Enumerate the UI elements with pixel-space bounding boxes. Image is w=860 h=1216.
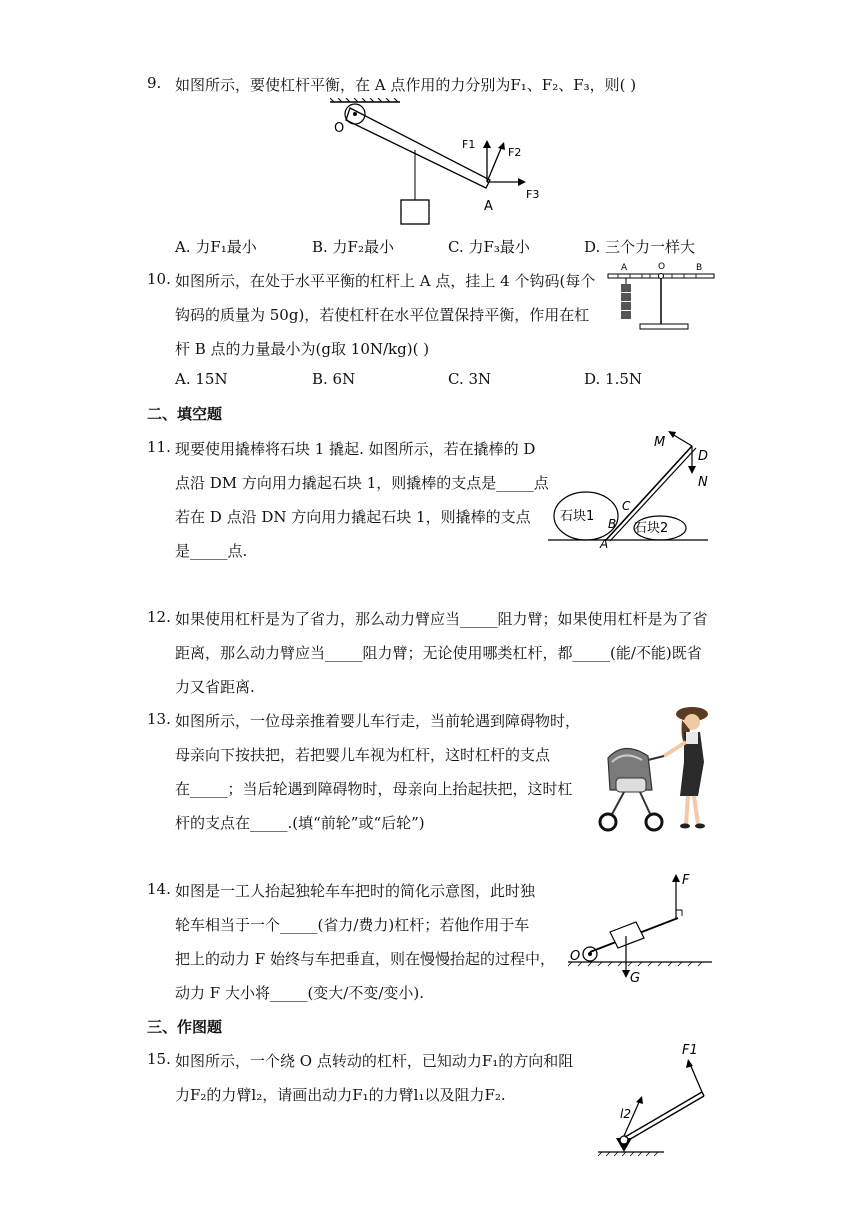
label-stone-1: 石块1 [560,509,595,524]
question-line: 力F₂的力臂l₂，请画出动力F₁的力臂l₁以及阻力F₂. [175,1086,506,1104]
option-a: A. 15N [175,370,228,388]
label-stone-2: 石块2 [634,521,669,536]
wheelbarrow-figure-q14 [568,870,718,990]
label-a: A [484,199,493,214]
question-line: 如果使用杠杆是为了省力，那么动力臂应当_____阻力臂；如果使用杠杆是为了省 [175,610,708,628]
label-l2: l2 [620,1107,631,1121]
question-line: 现要使用撬棒将石块 1 撬起. 如图所示，若在撬棒的 D [175,440,536,458]
label-b: B [696,263,703,273]
question-line: 如图所示，在处于水平平衡的杠杆上 A 点，挂上 4 个钩码(每个 [175,272,596,290]
question-line: 杆 B 点的力量最小为(g取 10N/kg)( ) [175,340,430,358]
label-f: F [682,873,690,888]
option-b: B. 6N [312,370,356,388]
question-line: 点沿 DM 方向用力撬起石块 1，则撬棒的支点是_____点 [175,474,549,492]
question-line: 如图是一工人抬起独轮车车把时的简化示意图，此时独 [175,882,536,900]
option-a: A. 力F₁最小 [175,238,257,256]
label-f3: F3 [526,188,540,201]
question-number: 11. [147,438,171,456]
question-line: 力又省距离. [175,678,255,696]
label-o: O [658,262,666,272]
label-g: G [630,971,641,986]
label-m: M [654,435,666,450]
label-b: B [608,517,617,531]
question-line: 杆的支点在_____.(填“前轮”或“后轮”) [175,814,425,832]
question-number: 10. [147,270,171,288]
question-line: 距离，那么动力臂应当_____阻力臂；无论使用哪类杠杆，都_____(能/不能)既省 [175,644,702,662]
label-o: O [334,121,345,136]
label-d: D [698,449,709,464]
lever-figure-q9 [330,98,550,228]
label-f2: F2 [508,146,522,159]
question-text: 如图所示，要使杠杆平衡，在 A 点作用的力分别为F₁、F₂、F₃，则( ) [175,76,637,94]
question-line: 钩码的质量为 50g)，若使杠杆在水平位置保持平衡，作用在杠 [175,306,590,324]
label-a: A [621,263,628,273]
question-line: 是_____点. [175,542,248,560]
option-c: C. 3N [448,370,492,388]
question-line: 在_____；当后轮遇到障碍物时，母亲向上抬起扶把，这时杠 [175,780,573,798]
question-line: 如图所示，一位母亲推着婴儿车行走，当前轮遇到障碍物时， [175,712,581,730]
crowbar-figure-q11 [548,428,718,550]
question-line: 若在 D 点沿 DN 方向用力撬起石块 1，则撬棒的支点 [175,508,531,526]
label-n: N [698,475,708,490]
section-heading-fill-blank: 二、填空题 [147,405,223,423]
label-o: O [570,949,581,964]
balance-figure-q10 [604,258,718,338]
question-line: 如图所示，一个绕 O 点转动的杠杆，已知动力F₁的方向和阻 [175,1052,574,1070]
question-line: 动力 F 大小将_____(变大/不变/变小). [175,984,425,1002]
question-line: 母亲向下按扶把，若把婴儿车视为杠杆，这时杠杆的支点 [175,746,551,764]
question-line: 轮车相当于一个_____(省力/费力)杠杆；若他作用于车 [175,916,530,934]
question-number: 14. [147,880,171,898]
option-d: D. 1.5N [584,370,643,388]
question-number: 13. [147,710,171,728]
option-b: B. 力F₂最小 [312,238,394,256]
option-c: C. 力F₃最小 [448,238,530,256]
label-a: A [600,537,609,550]
question-line: 把上的动力 F 始终与车把垂直，则在慢慢抬起的过程中， [175,950,555,968]
option-d: D. 三个力一样大 [584,238,696,256]
question-number: 12. [147,608,171,626]
label-f1: F1 [462,138,476,151]
question-number: 15. [147,1050,171,1068]
mother-stroller-illustration [594,700,718,834]
label-f1: F1 [682,1043,698,1058]
section-heading-drawing: 三、作图题 [147,1018,223,1036]
label-c: C [622,499,631,513]
question-number: 9. [147,74,162,92]
lever-figure-q15 [594,1040,718,1162]
